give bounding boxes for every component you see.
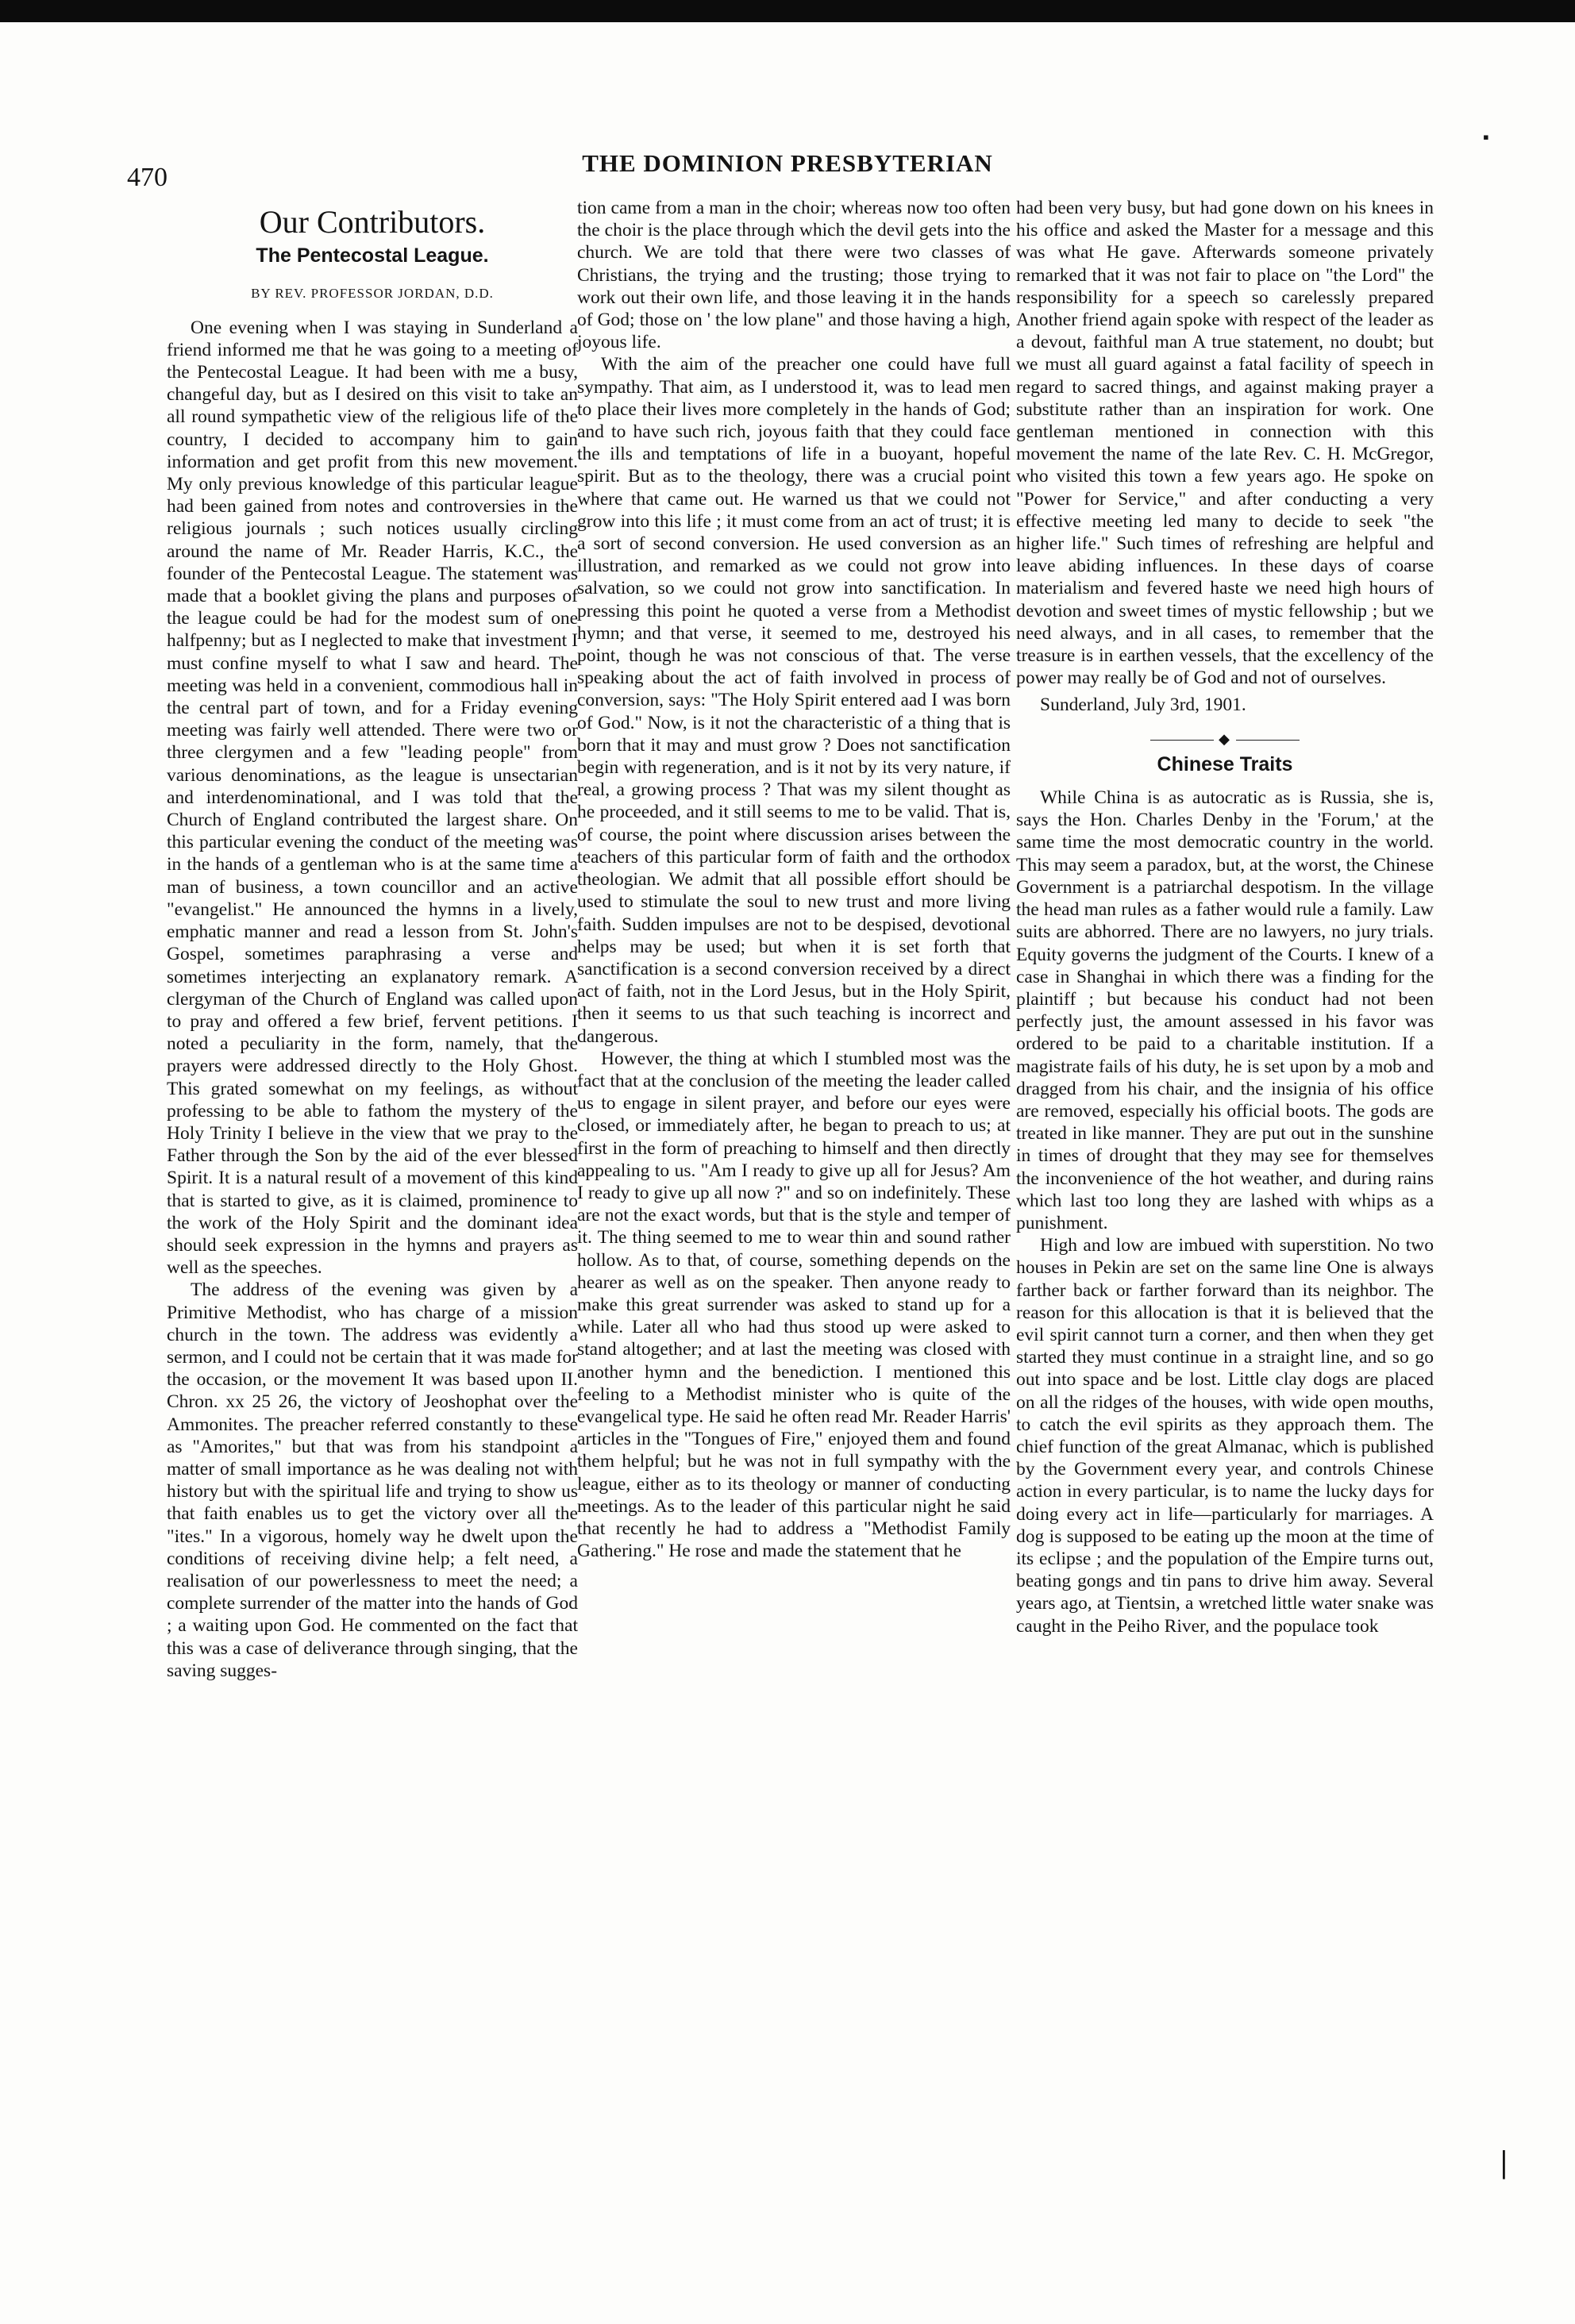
page-number: 470 [127,163,168,192]
scan-mark: | [1500,2144,1508,2180]
scan-top-border [0,0,1575,22]
section-divider: ◆ [1016,728,1434,750]
paragraph: had been very busy, but had gone down on his knees in his office and asked the Master for a message and this was what He gave. Afterwards someone privately remarked that it was not fair to place on "the Lord" the responsibility for a speech so carelessly prepared Another friend again spoke with respect of the leader as a devout, faithful man A true statement, no doubt; but we must all guard against a fatal facility of speech in regard to sacred things, and against making prayer a substitute rather than an inspiration for work. One gentleman mentioned in connection with this movement the name of the late Rev. C. H. McGregor, who visited this town a few years ago. He spoke on "Power for Service," and after conducting a very effective meeting led many to decide to seek "the higher life." Such times of refreshing are helpful and leave abiding influences. In these days of coarse materialism and fevered haste we need high hours of devotion and sweet times of mystic fellowship ; but we need always, and in all cases, to remember that the treasure is in earthen vessels, that the excellency of the power may really be of God and not of ourselves. [1016,198,1434,689]
dateline: Sunderland, July 3rd, 1901. [1040,695,1246,716]
column-2 [577,197,1011,1562]
section-title: Our Contributors. [259,204,486,240]
paragraph: While China is as autocratic as is Russia, she is, says the Hon. Charles Denby in the 'Forum,' at the same time the most democratic country in the world. This may seem a paradox, but, at the worst, the Chinese Government is a patriarchal despotism. In the village the head man rules as a father would rule a family. Law suits are abhorred. There are no lawyers, no jury trials. Equity governs the judgment of the Courts. I knew of a case in Shanghai in which there was a finding for the plaintiff ; but because his conduct had not been perfectly just, the amount assessed in his favor was ordered to be paid to a charitable institution. If a magistrate fails of his duty, he is set upon by a mob and dragged from his chair, and the insignia of his office are removed, especially his official boots. The gods are treated in like manner. They are put out in the sunshine in times of drought that they may see for themselves the inconvenience of the hot weather, and during rains which last too long they are lashed with whips as a punishment. [1016,787,1434,1233]
byline: BY REV. PROFESSOR JORDAN, D.D. [251,286,494,302]
paragraph: With the aim of the preacher one could have full sympathy. That aim, as I understood it, was to lead men to place their lives more completely in the hands of God; and to have such rich, joyous faith that they could face the ills and temptations of life in a buoyant, hopeful spirit. But as to the theology, there was a crucial point where that came out. He warned us that we could not grow into this life ; it must come from an act of trust; it is a sort of second conversion. He used conversion as an illustration, and remarked as we could not grow into salvation, so we could not grow into sanctification. In pressing this point he quoted a verse from a Methodist hymn; and that verse, it seemed to me, destroyed his point, though he was not conscious of that. The verse speaking about the act of faith involved in process of conversion, says: "The Holy Spirit entered aad I was born of God." Now, is it not the characteristic of a thing that is born that it may and must grow ? Does not sanctification begin with regeneration, and is it not by its very nature, if real, a growing process ? That was my silent thought as he proceeded, and it still seems to me to be valid. That is, of course, the point where discussion arises between the teachers of this particular form of faith and the orthodox theologian. We admit that all possible effort should be used to stimulate the soul to new trust and more living faith. Sudden impulses are not to be despised, devotional helps may be used; but when it is set forth that sanctification is a second conversion received by a direct act of faith, not in the Lord Jesus, but in the Holy Spirit, then it seems to us that such teaching is incorrect and dangerous. [577,354,1011,1047]
scan-speck: ▪ [1483,127,1489,147]
article-title-chinese-traits: Chinese Traits [1157,752,1293,775]
paragraph: However, the thing at which I stumbled most was the fact that at the conclusion of the meeting the leader called us to engage in silent prayer, and before our eyes were closed, or immediately after, he began to preach to us; at first in the form of preaching to himself and then directly appealing to us. "Am I ready to give up all for Jesus? Am I ready to give up all now ?" and so on indefinitely. These are not the exact words, but that is the style and temper of it. The thing seemed to me to wear thin and sound rather hollow. As to that, of course, something depends on the hearer as well as on the speaker. Then anyone ready to make this great surrender was asked to stand up for a while. Later all who had thus stood up were asked to stand altogether; and at last the meeting was closed with another hymn and the benediction. I mentioned this feeling to a Methodist minister who is quite of the evangelical type. He said he often read Mr. Reader Harris' articles in the "Tongues of Fire," enjoyed them and found them helpful; but he was not in full sympathy with the league, either as to its theology or manner of conducting meetings. As to the leader of this particular night he said that recently he had to address a "Methodist Family Gathering." He rose and made the statement that he [577,1048,1011,1562]
paragraph: High and low are imbued with superstition. No two houses in Pekin are set on the same line One is always farther back or farther forward than its neighbor. The reason for this allocation is that it is believed that the evil spirit cannot turn a corner, and then when they get started they must continue in a straight line, and so go out into space and be lost. Little clay dogs are placed on all the ridges of the houses, with wide open mouths, to catch the evil spirits as they approach them. The chief function of the great Almanac, which is published by the Government every year, and controls Chinese action in every particular, is to name the lucky days for doing every act in life—particularly for marriages. A dog is supposed to be eating up the moon at the time of its eclipse ; and the population of the Empire turns out, beating gongs and tin pans to drive him away. Several years ago, at Tientsin, a wretched little water snake was caught in the Peiho River, and the populace took [1016,1235,1434,1637]
paragraph: One evening when I was staying in Sunderland a friend informed me that he was going to a meeting of the Pentecostal League. It had been with me a busy, changeful day, but as I desired on this visit to take an all round sympathetic view of the religious life of the country, I decided to accompany him to gain information and get profit from this new movement. My only previous knowledge of this particular league had been gained from notes and controversies in the religious journals ; such notices usually circling around the name of Mr. Reader Harris, K.C., the founder of the Pentecostal League. The statement was made that a booklet giving the plans and purposes of the league could be had for the modest sum of one halfpenny; but as I neglected to make that investment I must confine myself to what I saw and heard. The meeting was held in a convenient, commodious hall in the central part of town, and for a Friday evening meeting was fairly well attended. There were two or three clergymen and a few "leading people" from various denominations, as the league is unsectarian and interdenominational, and I was told that the Church of England contributed the largest share. On this particular evening the conduct of the meeting was in the hands of a gentleman who is at the same time a man of business, a town councillor and an active "evangelist." He announced the hymns in a lively, emphatic manner and read a lesson from St. John's Gospel, sometimes paraphrasing a verse and sometimes interjecting an explanatory remark. A clergyman of the Church of England was called upon to pray and offered a few brief, fervent petitions. I noted a peculiarity in the form, namely, that the prayers were addressed directly to the Holy Ghost. This grated somewhat on my feelings, as without professing to be able to fathom the mystery of the Holy Trinity I believe in the view that we pray to the Father through the Son by the aid of the ever blessed Spirit. It is a natural result of a movement of this kind that is started to give, as it is claimed, prominence to the work of the Holy Spirit and the dominant idea should seek expression in the hymns and prayers as well as the speeches. [167,317,578,1279]
article-title: The Pentecostal League. [256,244,489,267]
running-head: THE DOMINION PRESBYTERIAN [582,149,993,177]
paragraph: tion came from a man in the choir; whereas now too often the choir is the place through which the devil gets into the church. We are told that there were two classes of Christians, the trying and the trusting; those trying to work out their own life, and those leaving it in the hands of God; those on ' the low plane" and those having a high, joyous life. [577,198,1011,353]
column-3 [1016,197,1434,1637]
column-1 [167,197,578,1682]
paragraph: The address of the evening was given by a Primitive Methodist, who has charge of a mission church in the town. The address was evidently a sermon, and I could not be certain that it was made for the occasion, or the movement It was based upon II. Chron. xx 25 26, the victory of Jeoshophat over the Ammonites. The preacher referred constantly to these as "Amorites," but that was from his standpoint a matter of small importance as he was dealing not with history but with the spiritual life and trying to show us that faith enables us to get the victory over all the "ites." In a vigorous, homely way he dwelt upon the conditions of receiving divine help; a felt need, a realisation of our powerlessness to meet the need; a complete surrender of the matter into the hands of God ; a waiting upon God. He commented on the fact that this was a case of deliverance through singing, that the saving sugges- [167,1279,578,1681]
